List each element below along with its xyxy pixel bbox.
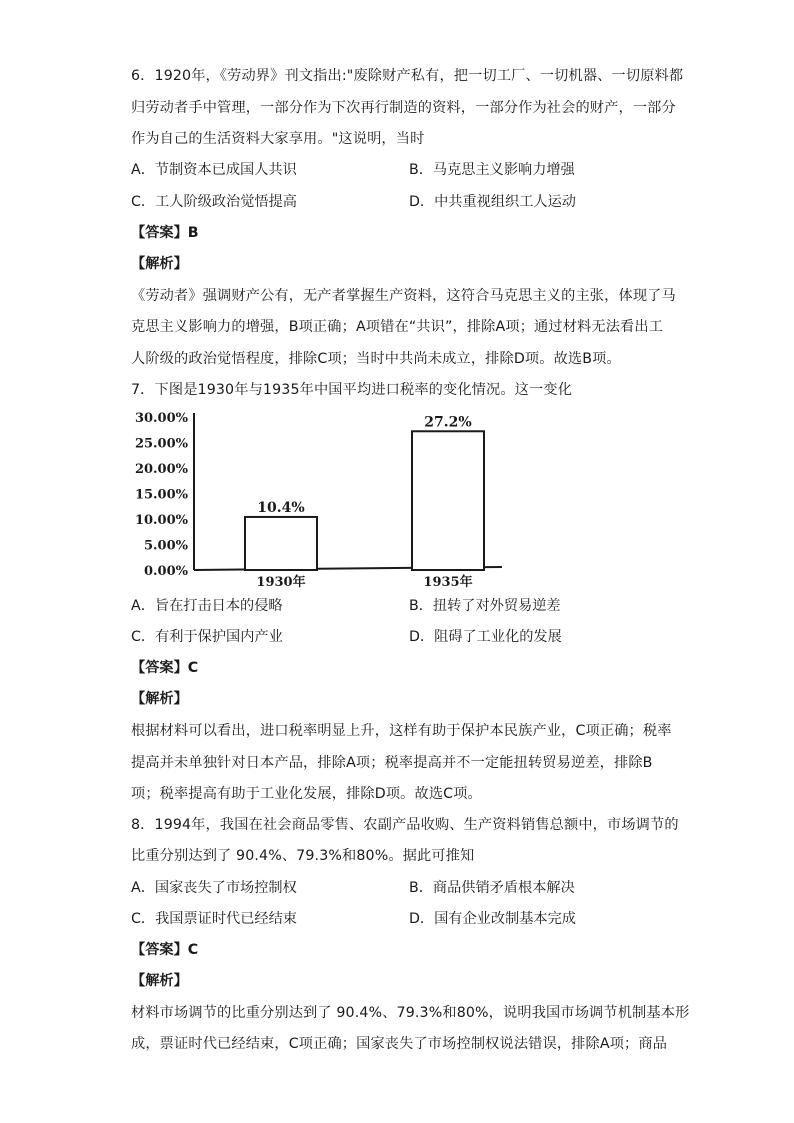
y-tick-label: 15.00% — [134, 487, 188, 503]
x-tick-label: 1935年 — [423, 575, 473, 588]
q6-analysis-label: 【解析】 — [131, 256, 188, 272]
q8-option-c: C．我国票证时代已经结束 — [131, 911, 297, 927]
bar-value-label: 27.2% — [424, 414, 472, 431]
q6-option-c: C．工人阶级政治觉悟提高 — [131, 194, 297, 210]
q7-analysis-line-3: 项；税率提高有助于工业化发展，排除D项。故选C项。 — [131, 786, 482, 802]
q8-analysis-line-2: 成，票证时代已经结束，C项正确；国家丧失了市场控制权说法错误，排除A项；商品 — [131, 1036, 668, 1052]
q8-option-b: B．商品供销矛盾根本解决 — [409, 880, 575, 896]
q6-analysis-line-3: 人阶级的政治觉悟程度，排除C项；当时中共尚未成立，排除D项。故选B项。 — [131, 351, 621, 367]
q8-answer: 【答案】C — [131, 942, 199, 958]
q6-analysis-line-2: 克思主义影响力的增强，B项正确；A项错在“共识”，排除A项；通过材料无法看出工 — [131, 319, 664, 335]
bar-1935年 — [412, 431, 484, 570]
q6-stem-line-3: 作为自己的生活资料大家享用。"这说明，当时 — [131, 131, 425, 147]
q7-option-b: B．扭转了对外贸易逆差 — [409, 598, 561, 614]
tariff-bar-chart — [130, 403, 510, 588]
y-tick-label: 25.00% — [134, 436, 188, 452]
q7-answer: 【答案】C — [131, 660, 199, 676]
q8-analysis-label: 【解析】 — [131, 973, 188, 989]
q6-stem-line-2: 归劳动者手中管理，一部分作为下次再行制造的资料，一部分作为社会的财产，一部分 — [131, 100, 676, 116]
y-tick-label: 20.00% — [134, 462, 188, 477]
q6-analysis-line-1: 《劳动者》强调财产公有，无产者掌握生产资料，这符合马克思主义的主张，体现了马 — [131, 288, 676, 304]
q6-option-b: B．马克思主义影响力增强 — [409, 162, 575, 178]
bars — [245, 414, 484, 588]
y-tick-label: 30.00% — [134, 411, 188, 426]
q6-option-d: D．中共重视组织工人运动 — [409, 194, 576, 210]
q6-stem-line-1: 6．1920年，《劳动界》刊文指出:"废除财产私有，把一切工厂、一切机器、一切原料都 — [131, 68, 684, 84]
q7-option-c: C．有利于保护国内产业 — [131, 629, 283, 645]
q7-option-d: D．阻碍了工业化的发展 — [409, 629, 562, 645]
x-tick-label: 1930年 — [256, 575, 306, 588]
q8-option-d: D．国有企业改制基本完成 — [409, 911, 576, 927]
q7-analysis-line-1: 根据材料可以看出，进口税率明显上升，这样有助于保护本民族产业，C项正确；税率 — [131, 723, 672, 739]
q6-option-a: A．节制资本已成国人共识 — [131, 162, 297, 178]
bar-value-label: 10.4% — [257, 499, 305, 516]
y-tick-label: 5.00% — [143, 538, 188, 554]
q7-stem: 7．下图是1930年与1935年中国平均进口税率的变化情况。这一变化 — [131, 382, 573, 398]
q7-option-a: A．旨在打击日本的侵略 — [131, 598, 283, 614]
q8-stem-line-1: 8．1994年，我国在社会商品零售、农副产品收购、生产资料销售总额中，市场调节的 — [131, 817, 679, 833]
q7-analysis-line-2: 提高并未单独针对日本产品，排除A项；税率提高并不一定能扭转贸易逆差，排除B — [131, 755, 653, 771]
q7-analysis-label: 【解析】 — [131, 691, 188, 707]
bar-1930年 — [245, 517, 317, 570]
q8-stem-line-2: 比重分别达到了 90.4%、79.3%和80%。据此可推知 — [131, 848, 475, 864]
q6-answer: 【答案】B — [131, 225, 199, 241]
y-axis-ticks — [135, 411, 189, 579]
y-tick-label: 10.00% — [134, 513, 188, 528]
q8-analysis-line-1: 材料市场调节的比重分别达到了 90.4%、79.3%和80%，说明我国市场调节机制基本形 — [131, 1005, 690, 1021]
q8-option-a: A．国家丧失了市场控制权 — [131, 880, 297, 896]
y-tick-label: 0.00% — [143, 564, 188, 579]
